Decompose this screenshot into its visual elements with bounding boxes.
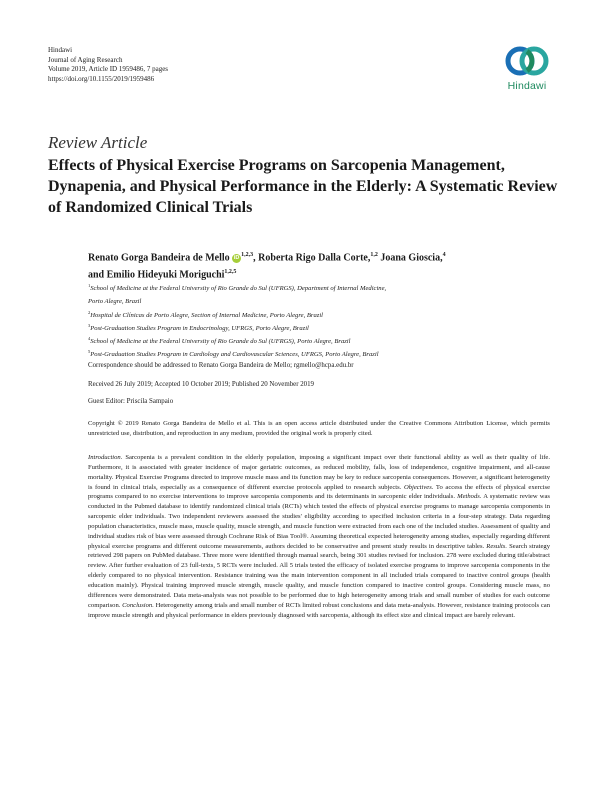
- abstract-section-label: Introduction.: [88, 454, 123, 461]
- affiliation-list: [88, 281, 548, 361]
- hindawi-logo: [496, 44, 558, 92]
- affiliation-item: [88, 347, 548, 360]
- journal-name: Journal of Aging Research: [48, 55, 123, 64]
- affiliation-item: [88, 308, 548, 321]
- author-name: Renato Gorga Bandeira de Mello: [88, 252, 230, 264]
- affiliation-marker: 3: [88, 322, 91, 328]
- doi-link[interactable]: https://doi.org/10.1155/2019/1959486: [48, 74, 155, 83]
- abstract: [88, 453, 550, 620]
- abstract-section-text: A systematic review was conducted in the Pubmed database to identify randomized clinical trials (RCTs) which tested the effects of physical exercise programs to manage sarcopenia components in sarcopenic elder individuals. Two independent reviewers assessed the studies' eligibility according to specified inclusion criteria in a four-step strategy. Data regarding population characteristics, muscle mass, muscle quality, muscle strength, and muscle function were extracted from each one of the included studies. Assessment of quality and individual studies risk of bias were assessed through Cochrane Risk of Bias Tool®. Assuming theoretical expected heterogeneity among studies, especially regarding different physical exercise programs and different outcome measurements, authors decided to be conservative and present study results in descriptive tables.: [88, 493, 550, 550]
- orcid-icon[interactable]: iD: [233, 255, 240, 262]
- author-affiliation-marker: 4: [442, 252, 446, 258]
- volume-line: Volume 2019, Article ID 1959486, 7 pages: [48, 65, 169, 74]
- abstract-section-label: Results.: [486, 542, 507, 550]
- guest-editor: Guest Editor: Priscila Sampaio: [88, 398, 174, 405]
- affiliation-item: [88, 321, 548, 334]
- author-name: Roberta Rigo Dalla Corte,: [258, 252, 371, 264]
- journal-meta: [48, 46, 168, 84]
- affiliation-text: School of Medicine at the Federal University of Rio Grande do Sul (UFRGS), Department of Internal Medicine,: [90, 285, 387, 293]
- publisher-name: Hindawi: [48, 46, 73, 54]
- abstract-section-label: Methods.: [457, 493, 482, 501]
- affiliation-item: [88, 334, 548, 347]
- affiliation-text: School of Medicine at the Federal University of Rio Grande do Sul (UFRGS), Porto Alegre, Brazil: [90, 338, 351, 346]
- affiliation-text: Porto Alegre, Brazil: [88, 298, 142, 306]
- author-affiliation-marker: 1,2,5: [224, 269, 237, 276]
- publication-dates: Received 26 July 2019; Accepted 10 October 2019; Published 20 November 2019: [88, 381, 315, 388]
- author-list: [88, 248, 558, 283]
- affiliation-text: Post-Graduation Studies Program in Cardiology and Cardiovascular Sciences, UFRGS, Porto Alegre, Brazil: [90, 351, 379, 359]
- article-title: Effects of Physical Exercise Programs on Sarcopenia Management, Dynapenia, and Physical Performance in the Elderly: A Systematic Review of Randomized Clinical Trials: [48, 157, 558, 216]
- author-separator: ,: [253, 252, 256, 264]
- abstract-section-text: Heterogeneity among trials and small number of RCTs limited robust conclusions and data meta-analysis. However, resistance training protocols can improve muscle strength and physical performance in elders previously diagnosed with sarcopenia, although its effect size and clinical impact are barely relevant.: [88, 601, 551, 619]
- affiliation-marker: 2: [88, 309, 91, 315]
- affiliation-item: [88, 281, 548, 294]
- author-name: and Emilio Hideyuki Moriguchi: [88, 269, 225, 281]
- affiliation-text: Hospital de Clínicas de Porto Alegre, Section of Internal Medicine, Porto Alegre, Brazil: [90, 311, 324, 319]
- affiliation-item: [88, 294, 548, 307]
- article-type: Review Article: [48, 133, 148, 152]
- affiliation-marker: 5: [88, 349, 91, 355]
- abstract-section-text: Sarcopenia is a prevalent condition in the elderly population, imposing a significant impact over their functional ability as well as their quality of life. Furthermore, it is associated with greater incidence of major geriatric outcomes, as reduced mobility, falls, loss of independence, cognitive impairment, and all-cause mortality. Physical Exercise Programs directed to improve muscle mass and its function may be key to reduce sarcopenia consequences. However, a significant heterogeneity is found in clinical trials, especially as a consequence of different exercise protocols applied to research subjects.: [88, 454, 550, 491]
- abstract-section-label: Conclusion.: [122, 601, 154, 609]
- affiliation-text: Post-Graduation Studies Program in Endocrinology, UFRGS, Porto Alegre, Brazil: [90, 325, 309, 333]
- correspondence: Correspondence should be addressed to Renato Gorga Bandeira de Mello; rgmello@hcpa.edu.br: [88, 362, 354, 369]
- hindawi-logo-text: Hindawi: [507, 80, 547, 92]
- abstract-section-text: To access the effects of physical exercise programs compared to no exercise interventions to improve sarcopenia components and its determinants in sarcopenic elder individuals.: [88, 483, 550, 501]
- author-affiliation-marker: 1,2: [370, 252, 378, 258]
- affiliation-marker: 4: [88, 336, 91, 342]
- abstract-section-text: Search strategy retrieved 298 papers on PubMed database. Three more were identified through manual search, being 301 studies revised for inclusion. 278 were excluded during title/abstract review. After further evaluation of 23 full-texts, 5 RCTs were included. All 5 trials tested the efficacy of isolated exercise programs to improve sarcopenia components in the elderly compared to no physical intervention. Resistance training was the main intervention component in all included trials compared to inactive control groups (health education mainly). Physical training improved muscle strength, muscle quality, and muscle function compared to inactive control groups. Considering muscle mass, no differences were demonstrated. Data meta-analysis was not possible to be performed due to high heterogeneity among trials and small number of studies for each outcome comparison.: [88, 542, 551, 609]
- abstract-section-label: Objectives.: [403, 483, 434, 491]
- author-name: Joana Gioscia,: [380, 252, 443, 264]
- copyright-notice: Copyright © 2019 Renato Gorga Bandeira de Mello et al. This is an open access article distributed under the Creative Commons Attribution License, which permits unrestricted use, distribution, and reproduction in any medium, provided the original work is properly cited.: [88, 420, 550, 437]
- affiliation-marker: 1: [88, 283, 91, 288]
- hindawi-logo-mark-icon: [503, 44, 551, 78]
- author-affiliation-marker: 1,2,3: [241, 252, 254, 258]
